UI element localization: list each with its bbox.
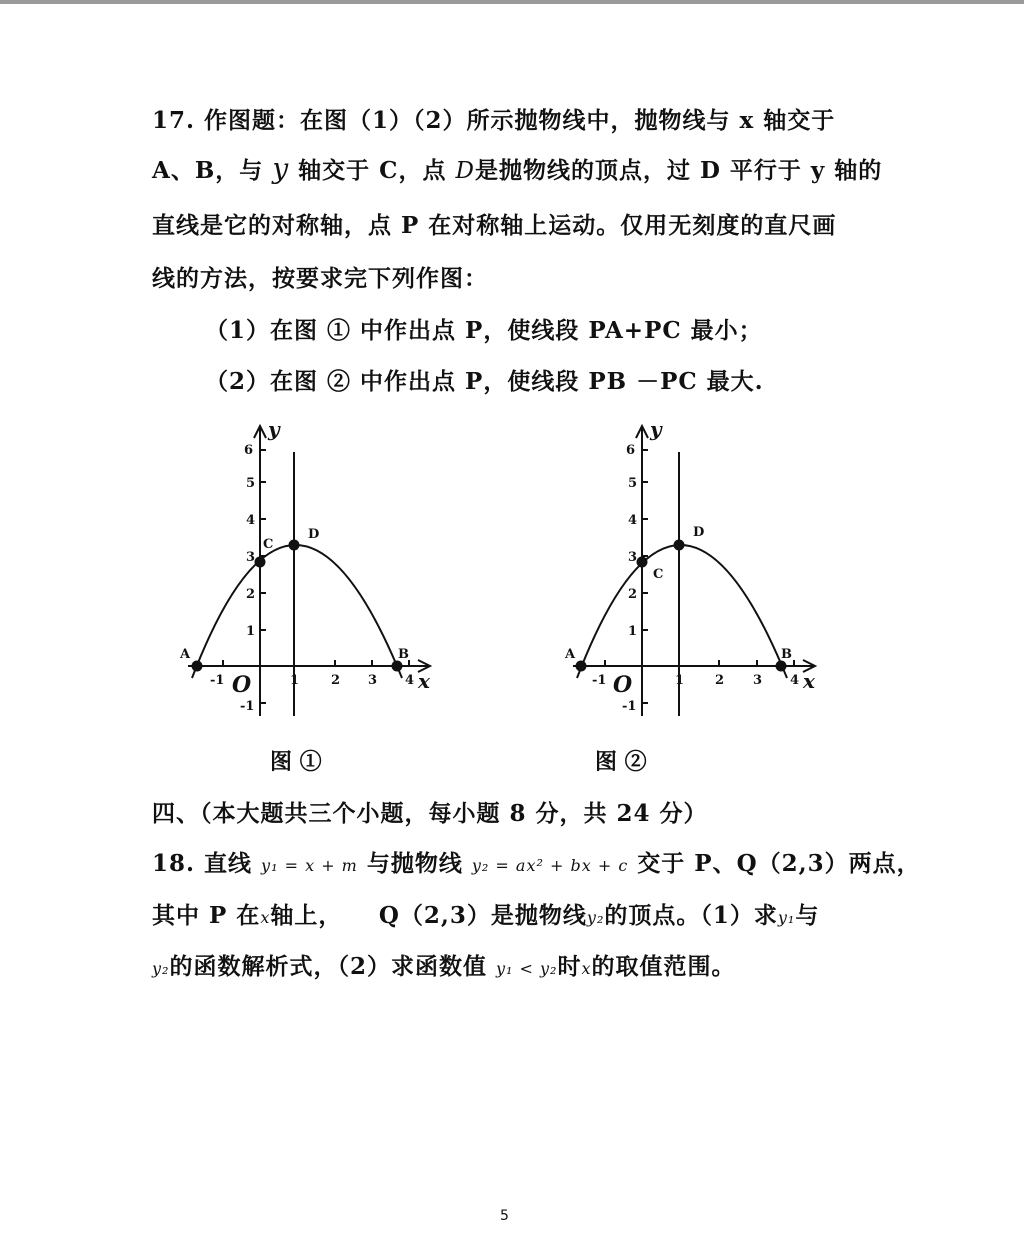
y-tick-4: 4 (246, 513, 256, 528)
q18-line2: 其中 P 在x轴上， Q（2,3）是抛物线y₂的顶点。（1）求y₁与 (152, 902, 820, 929)
x-tick-neg1: -1 (210, 673, 225, 688)
y-tick-5: 5 (628, 476, 638, 491)
axis-x-label: x (803, 669, 815, 693)
x-tick-neg1: -1 (592, 673, 607, 688)
point-a (192, 661, 203, 672)
q17-line1: 17. 作图题：在图（1）（2）所示抛物线中，抛物线与 x 轴交于 (152, 107, 836, 134)
label-c: C (263, 537, 274, 552)
y-tick-4: 4 (628, 513, 638, 528)
label-a: A (565, 647, 576, 662)
axis-y-label: y (268, 420, 280, 441)
x-tick-1: 1 (290, 673, 300, 688)
axis-x-label: x (418, 669, 430, 693)
label-a: A (180, 647, 191, 662)
y-tick-3: 3 (628, 550, 638, 565)
y-tick-2: 2 (246, 587, 256, 602)
y-tick-6: 6 (244, 443, 254, 458)
y-tick-1: 1 (246, 624, 256, 639)
q18-line1: 18. 直线 y₁ = x + m 与抛物线 y₂ = ax² + bx + c 交于 P、Q（2,3）两点， (152, 850, 921, 877)
q17-sub2: （2）在图 ② 中作出点 P，使线段 PB －PC 最大. (205, 368, 764, 395)
point-b (776, 661, 787, 672)
q18-line3: y₂的函数解析式，（2）求函数值 y₁ < y₂时x的取值范围。 (152, 953, 736, 980)
q17-line4: 线的方法，按要求完下列作图： (152, 265, 488, 292)
y-tick-neg1: -1 (240, 699, 255, 714)
y-tick-6: 6 (626, 443, 636, 458)
origin-label: O (232, 672, 252, 698)
y-tick-3: 3 (246, 550, 256, 565)
point-a (576, 661, 587, 672)
figure-2-caption: 图 ② (595, 749, 647, 775)
x-tick-2: 2 (331, 673, 341, 688)
q17-line3: 直线是它的对称轴，点 P 在对称轴上运动。仅用无刻度的直尺画 (152, 212, 837, 239)
point-d (674, 540, 685, 551)
point-c (637, 557, 648, 568)
y-tick-2: 2 (628, 587, 638, 602)
page-number: 5 (500, 1208, 509, 1224)
label-b: B (398, 647, 409, 662)
x-tick-3: 3 (368, 673, 378, 688)
q17-line2: A、B，与 y 轴交于 C，点 D是抛物线的顶点，过 D 平行于 y 轴的 (152, 152, 883, 185)
axis-y-label: y (650, 420, 662, 441)
y-tick-neg1: -1 (622, 699, 637, 714)
y-tick-5: 5 (246, 476, 256, 491)
figure-2 (555, 420, 825, 720)
x-tick-4: 4 (790, 673, 800, 688)
x-tick-1: 1 (675, 673, 685, 688)
label-c: C (653, 567, 664, 582)
x-tick-3: 3 (753, 673, 763, 688)
point-d (289, 540, 300, 551)
q17-sub1: （1）在图 ① 中作出点 P，使线段 PA+PC 最小； (205, 317, 763, 344)
figure-1-caption: 图 ① (270, 749, 322, 775)
label-b: B (781, 647, 792, 662)
point-b (392, 661, 403, 672)
x-tick-2: 2 (715, 673, 725, 688)
x-tick-4: 4 (405, 673, 415, 688)
point-c (255, 557, 266, 568)
origin-label: O (613, 672, 633, 698)
label-d: D (308, 527, 320, 542)
top-border (0, 0, 1024, 4)
figure-1 (170, 420, 440, 720)
y-tick-1: 1 (628, 624, 638, 639)
section-4-heading: 四、（本大题共三个小题，每小题 8 分，共 24 分） (152, 800, 708, 827)
label-d: D (693, 525, 705, 540)
